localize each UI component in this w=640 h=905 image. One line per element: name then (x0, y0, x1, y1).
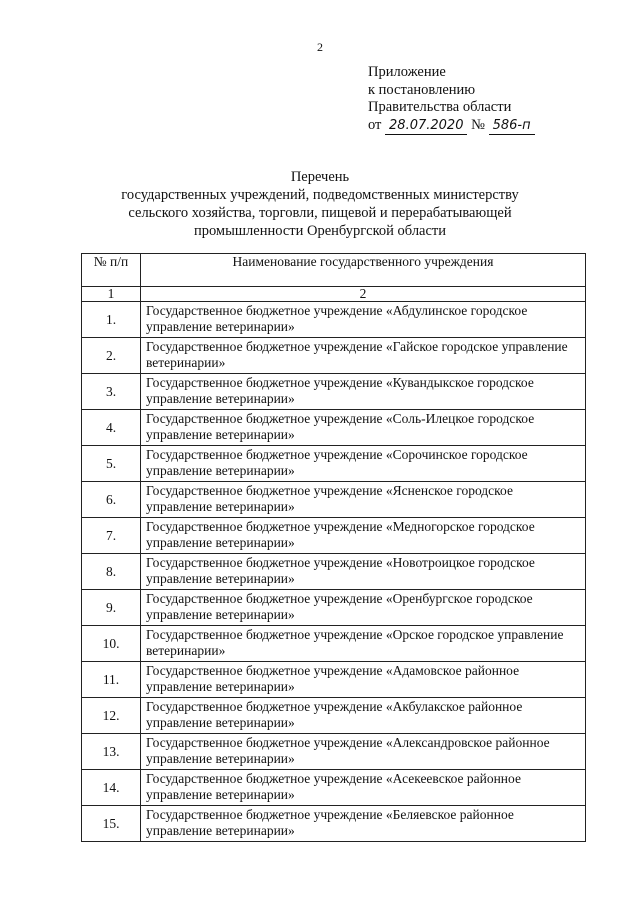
institution-name: Государственное бюджетное учреждение «Сорочинское городское управление ветеринарии» (141, 446, 586, 482)
appendix-line-1: Приложение (368, 64, 446, 80)
appendix-line-2: к постановлению (368, 81, 476, 98)
column-index-row (82, 287, 586, 302)
header-number: № п/п (82, 254, 141, 287)
row-number: 5. (82, 446, 141, 482)
institution-name: Государственное бюджетное учреждение «Гайское городское управление ветеринарии» (141, 338, 586, 374)
column-index-2: 2 (141, 287, 586, 302)
handwritten-date: 28.07.2020 (385, 117, 467, 136)
table-row (82, 734, 586, 770)
row-number: 8. (82, 554, 141, 590)
row-number: 2. (82, 338, 141, 374)
row-number: 9. (82, 590, 141, 626)
table-row (82, 446, 586, 482)
page-number: 2 (317, 40, 323, 54)
row-number: 10. (82, 626, 141, 662)
institution-name: Государственное бюджетное учреждение «Александровское районное управление ветеринарии» (141, 734, 586, 770)
from-label: от (368, 116, 382, 133)
row-number: 4. (82, 410, 141, 446)
table-row (82, 662, 586, 698)
row-number: 7. (82, 518, 141, 554)
table-row (82, 410, 586, 446)
table-row (82, 770, 586, 806)
institution-name: Государственное бюджетное учреждение «Оренбургское городское управление ветеринарии» (141, 590, 586, 626)
row-number: 13. (82, 734, 141, 770)
row-number: 12. (82, 698, 141, 734)
institution-name: Государственное бюджетное учреждение «Беляевское районное управление ветеринарии» (141, 806, 586, 842)
table-header-row (82, 254, 586, 287)
title-line-4: промышленности Оренбургской области (193, 223, 447, 239)
row-number: 6. (82, 482, 141, 518)
institution-name: Государственное бюджетное учреждение «Абдулинское городское управление ветеринарии» (141, 302, 586, 338)
appendix-line-3: Правительства области (368, 99, 512, 115)
row-number: 3. (82, 374, 141, 410)
institution-name: Государственное бюджетное учреждение «Орское городское управление ветеринарии» (141, 626, 586, 662)
table-row (82, 554, 586, 590)
institution-name: Государственное бюджетное учреждение «Адамовское районное управление ветеринарии» (141, 662, 586, 698)
institution-name: Государственное бюджетное учреждение «Акбулакское районное управление ветеринарии» (141, 698, 586, 734)
column-index-1: 1 (82, 287, 141, 302)
institutions-table (81, 253, 586, 842)
table-row (82, 698, 586, 734)
row-number: 15. (82, 806, 141, 842)
table-row (82, 518, 586, 554)
institution-name: Государственное бюджетное учреждение «Ясненское городское управление ветеринарии» (141, 482, 586, 518)
institution-name: Государственное бюджетное учреждение «Соль-Илецкое городское управление ветеринарии» (141, 410, 586, 446)
table-row (82, 590, 586, 626)
row-number: 14. (82, 770, 141, 806)
row-number: 1. (82, 302, 141, 338)
table-row (82, 338, 586, 374)
title-line-2: государственных учреждений, подведомственных министерству (121, 187, 519, 203)
table-row (82, 806, 586, 842)
appendix-header (368, 64, 535, 135)
table-row (82, 482, 586, 518)
document-title (80, 168, 560, 240)
row-number: 11. (82, 662, 141, 698)
appendix-date-line (368, 117, 535, 136)
header-name: Наименование государственного учреждения (141, 254, 586, 287)
table-row (82, 626, 586, 662)
institution-name: Государственное бюджетное учреждение «Кувандыкское городское управление ветеринарии» (141, 374, 586, 410)
institution-name: Государственное бюджетное учреждение «Асекеевское районное управление ветеринарии» (141, 770, 586, 806)
table-row (82, 302, 586, 338)
institution-name: Государственное бюджетное учреждение «Новотроицкое городское управление ветеринарии» (141, 554, 586, 590)
title-line-1: Перечень (290, 169, 350, 185)
title-line-3: сельского хозяйства, торговли, пищевой и перерабатывающей (128, 205, 512, 221)
number-label: № (471, 116, 485, 133)
handwritten-number: 586-п (489, 117, 535, 136)
table-row (82, 374, 586, 410)
institution-name: Государственное бюджетное учреждение «Медногорское городское управление ветеринарии» (141, 518, 586, 554)
